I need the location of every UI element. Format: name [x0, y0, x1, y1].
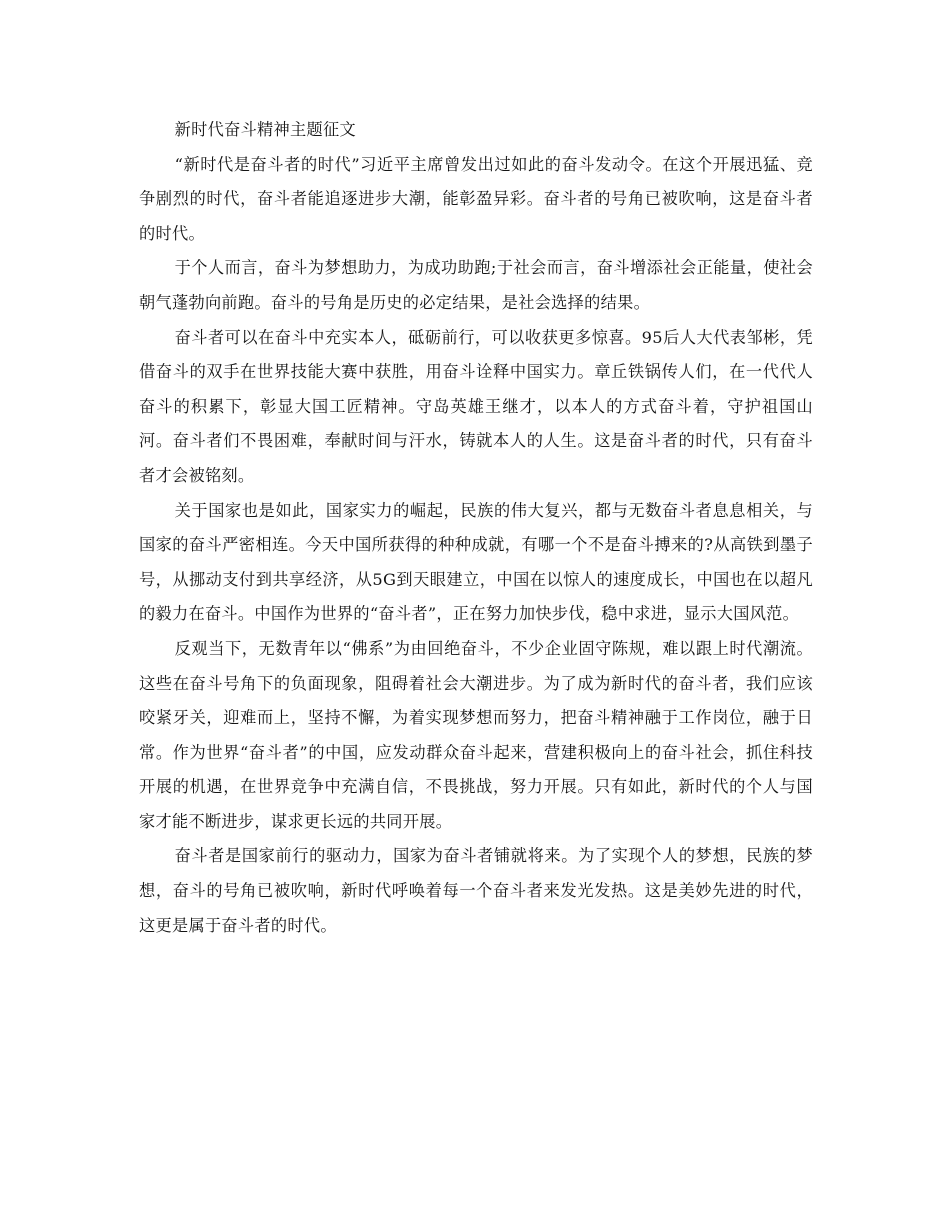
paragraph-6: 奋斗者是国家前行的驱动力，国家为奋斗者铺就将来。为了实现个人的梦想，民族的梦想，奋斗的号角已被吹响，新时代呼唤着每一个奋斗者来发光发热。这是美妙先进的时代，这更是属于奋斗者的时代。: [139, 846, 813, 935]
document-title: 新时代奋斗精神主题征文: [174, 120, 356, 139]
paragraph-1: “新时代是奋斗者的时代”习近平主席曾发出过如此的奋斗发动令。在这个开展迅猛、竞争剧烈的时代，奋斗者能追逐进步大潮，能彰盈异彩。奋斗者的号角已被吹响，这是奋斗者的时代。: [139, 154, 813, 243]
paragraph-3: 奋斗者可以在奋斗中充实本人，砥砺前行，可以收获更多惊喜。95后人大代表邹彬，凭借奋斗的双手在世界技能大赛中获胜，用奋斗诠释中国实力。章丘铁锅传人们，在一代代人奋斗的积累下，彰显大国工匠精神。守岛英雄王继才，以本人的方式奋斗着，守护祖国山河。奋斗者们不畏困难，奉献时间与汗水，铸就本人的人生。这是奋斗者的时代，只有奋斗者才会被铭刻。: [139, 327, 813, 485]
paragraph-2: 于个人而言，奋斗为梦想助力，为成功助跑;于社会而言，奋斗增添社会正能量，使社会朝气蓬勃向前跑。奋斗的号角是历史的必定结果，是社会选择的结果。: [139, 258, 813, 312]
paragraph-5: 反观当下，无数青年以“佛系”为由回绝奋斗，不少企业固守陈规，难以跟上时代潮流。这些在奋斗号角下的负面现象，阻碍着社会大潮进步。为了成为新时代的奋斗者，我们应该咬紧牙关，迎难而上，坚持不懈，为着实现梦想而努力，把奋斗精神融于工作岗位，融于日常。作为世界“奋斗者”的中国，应发动群众奋斗起来，营建积极向上的奋斗社会，抓住科技开展的机遇，在世界竞争中充满自信，不畏挑战，努力开展。只有如此，新时代的个人与国家才能不断进步，谋求更长远的共同开展。: [139, 638, 813, 831]
document-page: [139, 113, 813, 943]
paragraph-4: 关于国家也是如此，国家实力的崛起，民族的伟大复兴，都与无数奋斗者息息相关，与国家的奋斗严密相连。今天中国所获得的种种成就，有哪一个不是奋斗搏来的?从高铁到墨子号，从挪动支付到共享经济，从5G到天眼建立，中国在以惊人的速度成长，中国也在以超凡的毅力在奋斗。中国作为世界的“奋斗者”，正在努力加快步伐，稳中求进，显示大国风范。: [139, 500, 813, 624]
